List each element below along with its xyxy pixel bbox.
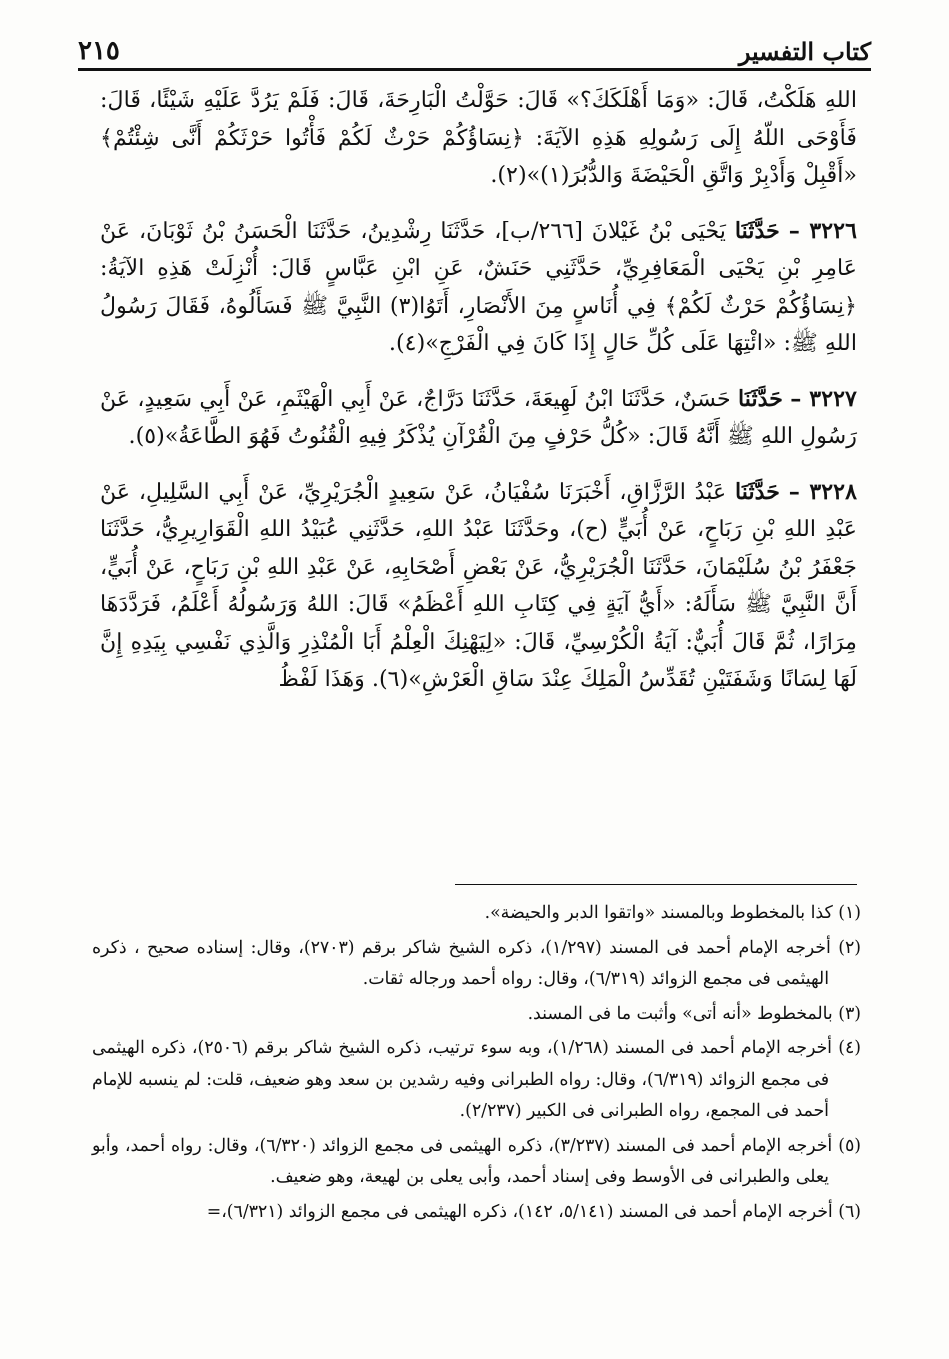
main-text: [100, 82, 857, 717]
footnote-6: (٦) أخرجه الإمام أحمد فى المسند (٥/١٤١، ١٤٢)، ذكره الهيثمى فى مجمع الزوائد (٦/٣٢١)،=: [206, 1201, 861, 1222]
hadith-lead: حَدَّثَنَا: [734, 217, 780, 244]
footnote-3: (٣) بالمخطوط «أنه أتى» وأثبت ما فى المسند.: [527, 1003, 861, 1024]
footnote-5: (٥) أخرجه الإمام أحمد فى المسند (٣/٢٣٧)، ذكره الهيثمى فى مجمع الزوائد (٦/٣٢٠)، وقال: رواه أحمد، وأبو يعلى والطبرانى فى الأوسط وفى إسناد أحمد، وأبى يعلى بن لهيعة، وهو ضعيف.: [92, 1135, 861, 1187]
hadith-3226: [100, 213, 857, 363]
hadith-text: يَحْيَى بْنُ غَيْلانَ [٢٦٦/ب]، حَدَّثَنَا رِشْدِينُ، حَدَّثَنَا الْحَسَنُ بْنُ ثَوْبَانَ، عَنْ عَامِرِ بْنِ يَحْيَى الْمَعَافِرِيِّ، حَدَّثَنِي حَنَشٌ، عَنِ ابْنِ عَبَّاسٍ قَالَ: أُنْزِلَتْ هَذِهِ الآيَةُ: ﴿نِسَاؤُكُمْ حَرْثٌ لَكُمْ﴾ فِي أُنَاسٍ مِنَ الأَنْصَارِ، أَتَوُا(٣) النَّبِيَّ ﷺ فَسَأَلُوهُ، فَقَالَ رَسُولُ اللهِ ﷺ: «ائْتِهَا عَلَى كُلِّ حَالٍ إِذَا كَانَ فِي الْفَرْجِ»(٤).: [100, 217, 857, 356]
paragraph-text: اللهِ هَلَكْتُ، قَالَ: «وَمَا أَهْلَكَكَ؟» قَالَ: حَوَّلْتُ الْبَارِحَةَ، قَالَ: فَلَمْ يَرُدَّ عَلَيْهِ شَيْئًا، قَالَ: فَأَوْحَى اللّهُ إِلَى رَسُولِهِ هَذِهِ الآيَةَ: ﴿نِسَاؤُكُمْ حَرْثٌ لَكُمْ فَأْتُوا حَرْثَكُمْ أَنَّى شِئْتُمْ﴾ «أَقْبِلْ وَأَدْبِرْ وَاتَّقِ الْحَيْضَةَ وَالدُّبُرَ(١)»(٢).: [100, 87, 857, 188]
hadith-lead: حَدَّثَنَا: [735, 478, 780, 505]
hadith-number: ٣٢٢٨ –: [788, 478, 857, 505]
book-title: كتاب التفسير: [738, 37, 871, 66]
hadith-3227: [100, 381, 857, 456]
hadith-lead: حَدَّثَنَا: [738, 385, 784, 412]
page-header: [78, 30, 871, 71]
footnote-4: (٤) أخرجه الإمام أحمد فى المسند (١/٢٦٨)، وبه سوء ترتيب، ذكره الشيخ شاكر برقم (٢٥٠٦)، ذكره الهيثمى فى مجمع الزوائد (٦/٣١٩)، وقال: رواه الطبرانى وفيه رشدين بن سعد وهو ضعيف، قلت: لم ينسبه للإمام أحمد فى المجمع، رواه الطبرانى فى الكبير (٢/٢٣٧).: [92, 1038, 861, 1121]
footnote-2: (٢) أخرجه الإمام أحمد فى المسند (١/٢٩٧)، ذكره الشيخ شاكر برقم (٢٧٠٣)، وقال: إسناده صحيح ، ذكره الهيثمى فى مجمع الزوائد (٦/٣١٩)، وقال: رواه أحمد ورجاله ثقات.: [92, 937, 862, 989]
hadith-text: حَسَنٌ، حَدَّثَنَا ابْنُ لَهِيعَةَ، حَدَّثَنَا دَرَّاجٌ، عَنْ أَبِي الْهَيْثَمِ، عَنْ أَبِي سَعِيدٍ، عَنْ رَسُولِ اللهِ ﷺ أَنَّهُ قَالَ: «كُلُّ حَرْفٍ مِنَ الْقُرْآنِ يُذْكَرُ فِيهِ الْقُنُوتُ فَهُوَ الطَّاعَةُ»(٥).: [100, 385, 857, 449]
hadith-number: ٣٢٢٦ –: [788, 217, 857, 244]
hadith-text: عَبْدُ الرَّزَّاقِ، أَخْبَرَنَا سُفْيَانُ، عَنْ سَعِيدٍ الْجُرَيْرِيِّ، عَنْ أَبِي السَّلِيلِ، عَنْ عَبْدِ اللهِ بْنِ رَبَاحٍ، عَنْ أُبَيٍّ (ح)، وحَدَّثَنَا عَبْدُ اللهِ، حَدَّثَنِي عُبَيْدُ اللهِ الْقَوَارِيرِيُّ، حَدَّثَنَا جَعْفَرُ بْنُ سُلَيْمَانَ، حَدَّثَنَا الْجُرَيْرِيُّ، عَنْ بَعْضِ أَصْحَابِهِ، عَنْ عَبْدِ اللهِ بْنِ رَبَاحٍ، عَنْ أُبَيٍّ، أَنَّ النَّبِيَّ ﷺ سَأَلَهُ: «أَيُّ آيَةٍ فِي كِتَابِ اللهِ أَعْظَمُ» قَالَ: اللهُ وَرَسُولُهُ أَعْلَمُ، فَرَدَّدَهَا مِرَارًا، ثُمَّ قَالَ أُبَيٌّ: آيَةُ الْكُرْسِيِّ، قَالَ: «لِيَهْنِكَ الْعِلْمُ أَبَا الْمُنْذِرِ وَالَّذِي نَفْسِي بِيَدِهِ إِنَّ لَهَا لِسَانًا وَشَفَتَيْنِ تُقَدِّسُ الْمَلِكَ عِنْدَ سَاقِ الْعَرْشِ»(٦). وَهَذَا لَفْظُ: [100, 478, 857, 692]
paragraph-continuation: [100, 82, 857, 195]
hadith-number: ٣٢٢٧ –: [790, 385, 857, 412]
hadith-3228: [100, 474, 857, 699]
page-number: ٢١٥: [78, 36, 120, 66]
footnote-separator: [455, 884, 857, 885]
footnotes: [92, 898, 861, 1231]
footnote-1: (١) كذا بالمخطوط وبالمسند «واتقوا الدبر والحيضة».: [484, 903, 861, 923]
